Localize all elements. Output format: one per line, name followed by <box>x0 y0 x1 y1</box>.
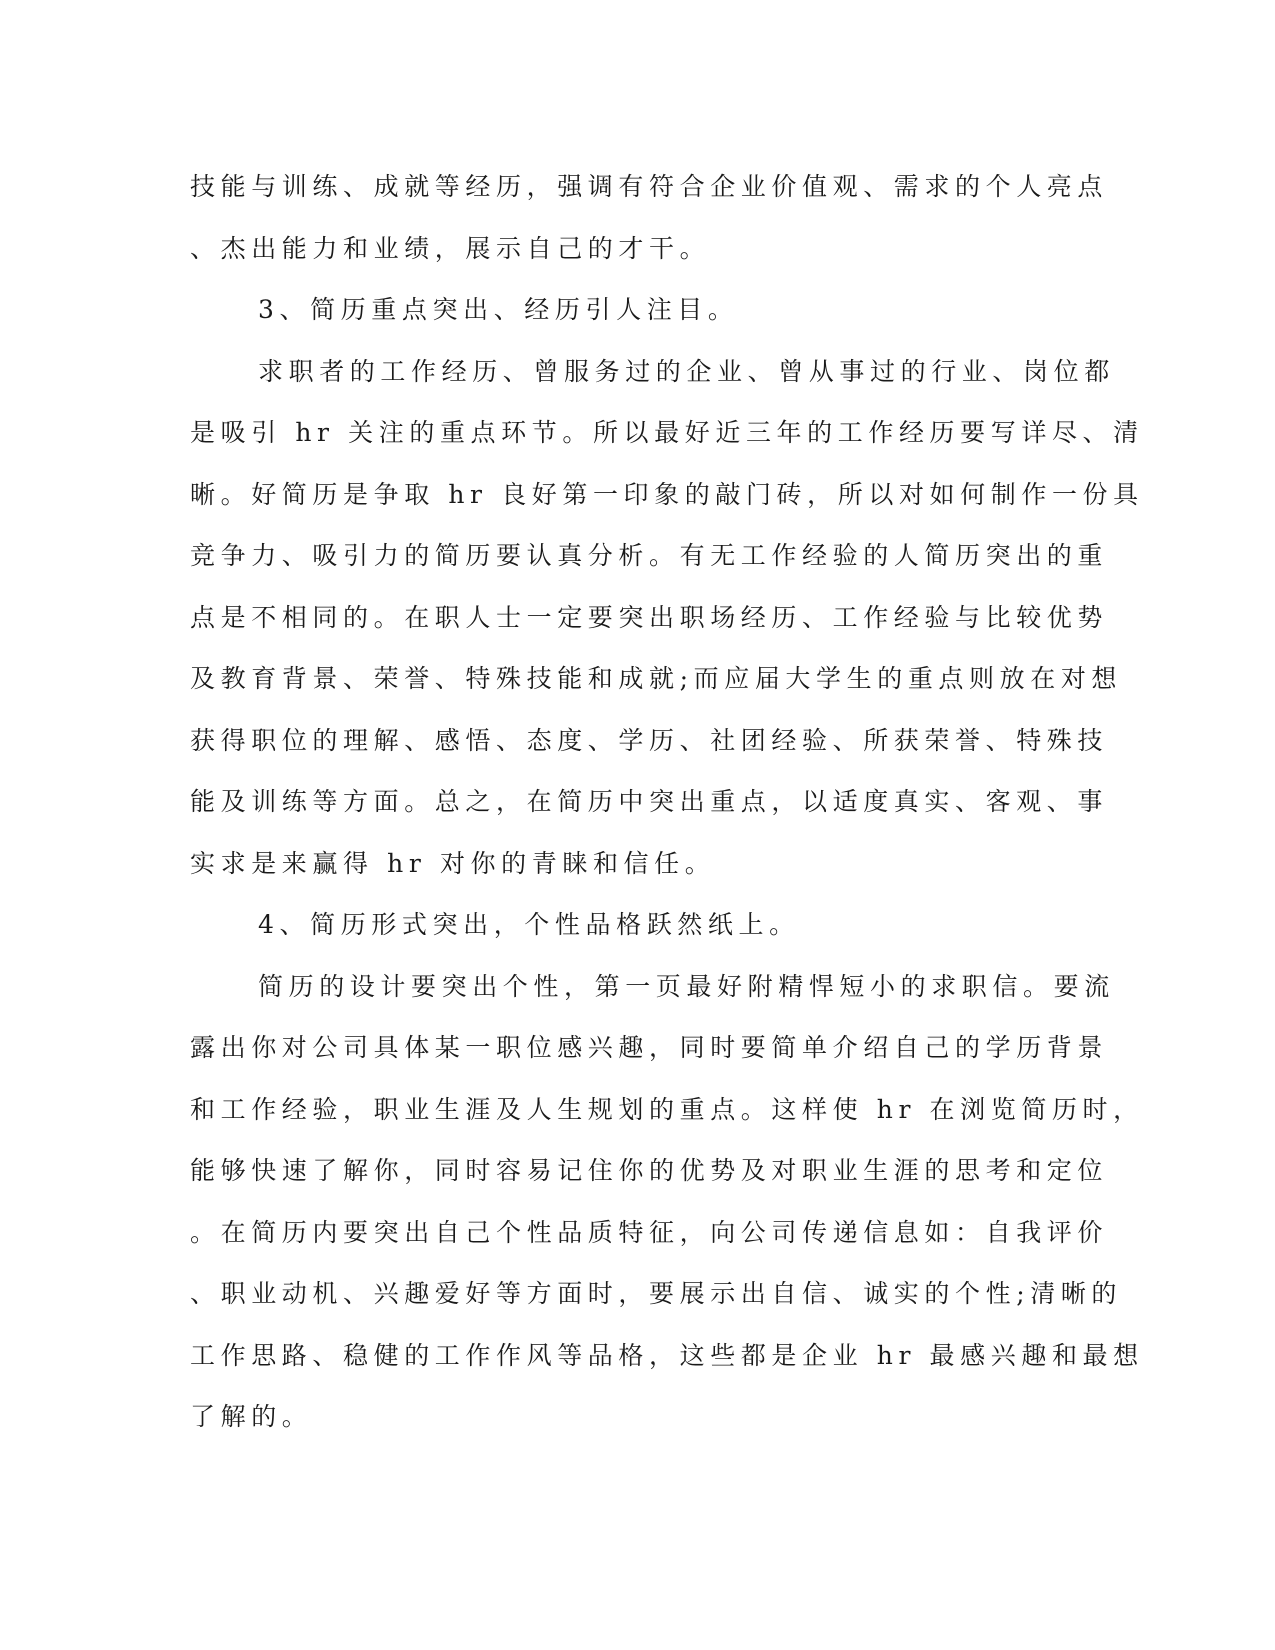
text-line: 。在简历内要突出自己个性品质特征，向公司传递信息如：自我评价 <box>190 1217 1109 1247</box>
text-line: 露出你对公司具体某一职位感兴趣，同时要简单介绍自己的学历背景 <box>190 1033 1109 1062</box>
text-line: 、杰出能力和业绩，展示自己的才干。 <box>190 233 711 263</box>
text-line: 实求是来赢得 hr 对你的青睐和信任。 <box>190 848 716 878</box>
paragraph-start: 求职者的工作经历、曾服务过的企业、曾从事过的行业、岗位都 <box>258 356 1115 386</box>
text-line: 能够快速了解你，同时容易记住你的优势及对职业生涯的思考和定位 <box>190 1156 1109 1185</box>
text-line: 及教育背景、荣誉、特殊技能和成就;而应届大学生的重点则放在对想 <box>190 664 1123 693</box>
text-line: 点是不相同的。在职人士一定要突出职场经历、工作经验与比较优势 <box>190 602 1109 632</box>
section-heading-4: 4、简历形式突出，个性品格跃然纸上。 <box>258 910 800 939</box>
document-body <box>190 156 1144 1448</box>
text-line: 了解的。 <box>190 1402 313 1431</box>
text-line: 是吸引 hr 关注的重点环节。所以最好近三年的工作经历要写详尽、清 <box>190 418 1144 447</box>
text-line: 获得职位的理解、感悟、态度、学历、社团经验、所获荣誉、特殊技 <box>190 725 1109 755</box>
text-line: 能及训练等方面。总之，在简历中突出重点，以适度真实、客观、事 <box>190 787 1109 816</box>
paragraph-start: 简历的设计要突出个性，第一页最好附精悍短小的求职信。要流 <box>258 971 1115 1001</box>
text-line: 、职业动机、兴趣爱好等方面时，要展示出自信、诚实的个性;清晰的 <box>190 1279 1123 1308</box>
text-line: 和工作经验，职业生涯及人生规划的重点。这样使 hr 在浏览简历时， <box>190 1094 1144 1124</box>
text-line: 工作思路、稳健的工作作风等品格，这些都是企业 hr 最感兴趣和最想 <box>190 1340 1144 1370</box>
text-line: 技能与训练、成就等经历，强调有符合企业价值观、需求的个人亮点 <box>190 172 1109 201</box>
text-line: 晰。好简历是争取 hr 良好第一印象的敲门砖，所以对如何制作一份具 <box>190 479 1144 509</box>
text-line: 竞争力、吸引力的简历要认真分析。有无工作经验的人简历突出的重 <box>190 541 1109 570</box>
section-heading-3: 3、简历重点突出、经历引人注目。 <box>258 295 739 324</box>
